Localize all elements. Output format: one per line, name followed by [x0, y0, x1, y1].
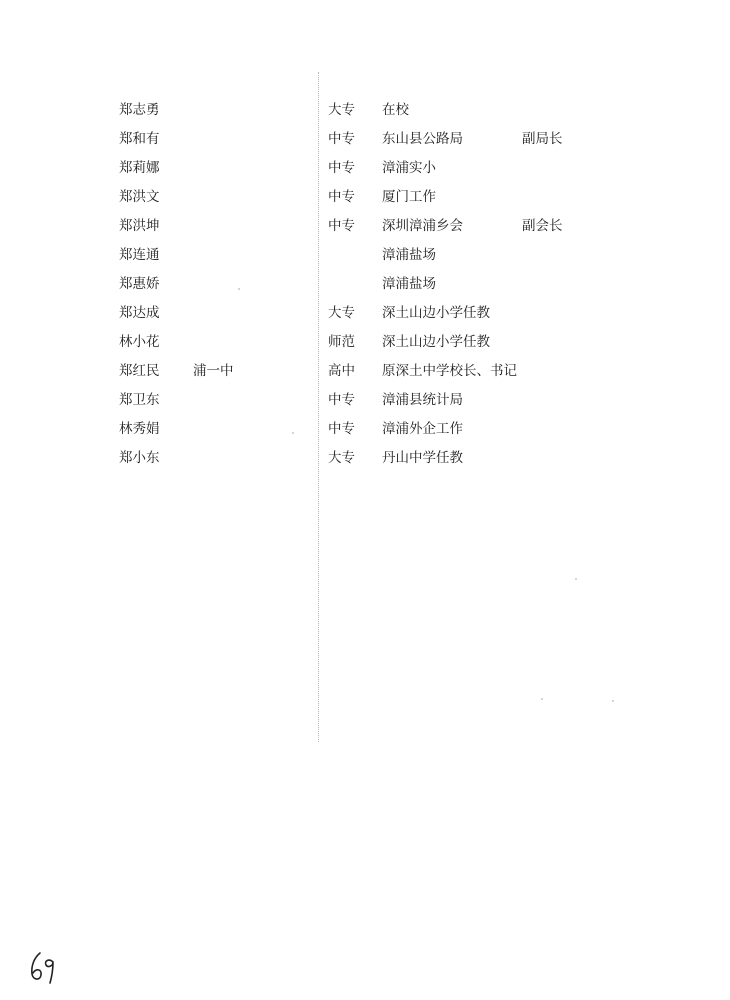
member-workplace: 原深土中学校长、书记: [382, 363, 517, 379]
member-list: [0, 96, 730, 473]
member-name: 郑莉娜: [119, 160, 160, 176]
scan-speck: [541, 698, 543, 700]
list-item: [0, 415, 730, 444]
member-name: 郑小东: [119, 450, 160, 466]
list-item: [0, 444, 730, 473]
member-workplace: 丹山中学任教: [382, 450, 463, 466]
member-workplace: 漳浦县统计局: [382, 392, 463, 408]
member-education: 大专: [328, 305, 355, 321]
member-education: 中专: [328, 392, 355, 408]
member-workplace: 厦门工作: [382, 189, 436, 205]
member-name: 郑洪文: [119, 189, 160, 205]
list-item: [0, 241, 730, 270]
member-name: 郑惠娇: [119, 276, 160, 292]
scan-speck: [238, 288, 240, 290]
list-item: [0, 96, 730, 125]
member-name: 郑红民: [119, 363, 160, 379]
member-education: 大专: [328, 450, 355, 466]
list-item: [0, 299, 730, 328]
member-education: 高中: [328, 363, 355, 379]
member-workplace: 漳浦外企工作: [382, 421, 463, 437]
member-education: 中专: [328, 189, 355, 205]
member-name: 郑洪坤: [119, 218, 160, 234]
list-item: [0, 212, 730, 241]
member-workplace: 东山县公路局: [382, 131, 463, 147]
member-title: 副局长: [522, 131, 563, 147]
list-item: [0, 183, 730, 212]
scan-speck: [292, 432, 294, 434]
member-education: 中专: [328, 421, 355, 437]
member-name: 林秀娟: [119, 421, 160, 437]
member-name: 郑志勇: [119, 102, 160, 118]
member-name: 林小花: [119, 334, 160, 350]
member-education: 中专: [328, 218, 355, 234]
handwritten-page-number: [28, 950, 58, 984]
member-workplace: 漳浦盐场: [382, 276, 436, 292]
member-workplace: 深圳漳浦乡会: [382, 218, 463, 234]
member-workplace: 深土山边小学任教: [382, 334, 490, 350]
scan-speck: [612, 700, 614, 702]
member-name: 郑连通: [119, 247, 160, 263]
member-workplace: 在校: [382, 102, 409, 118]
list-item: [0, 328, 730, 357]
member-education: 师范: [328, 334, 355, 350]
member-title: 副会长: [522, 218, 563, 234]
list-item: [0, 270, 730, 299]
list-item: [0, 357, 730, 386]
member-education: 中专: [328, 160, 355, 176]
member-education: 中专: [328, 131, 355, 147]
scan-speck: [575, 578, 577, 580]
list-item: [0, 386, 730, 415]
member-workplace: 漳浦盐场: [382, 247, 436, 263]
member-name: 郑卫东: [119, 392, 160, 408]
list-item: [0, 125, 730, 154]
member-education: 大专: [328, 102, 355, 118]
member-workplace: 漳浦实小: [382, 160, 436, 176]
member-name: 郑和有: [119, 131, 160, 147]
member-workplace: 深土山边小学任教: [382, 305, 490, 321]
list-item: [0, 154, 730, 183]
member-school: 浦一中: [193, 363, 234, 379]
member-name: 郑达成: [119, 305, 160, 321]
